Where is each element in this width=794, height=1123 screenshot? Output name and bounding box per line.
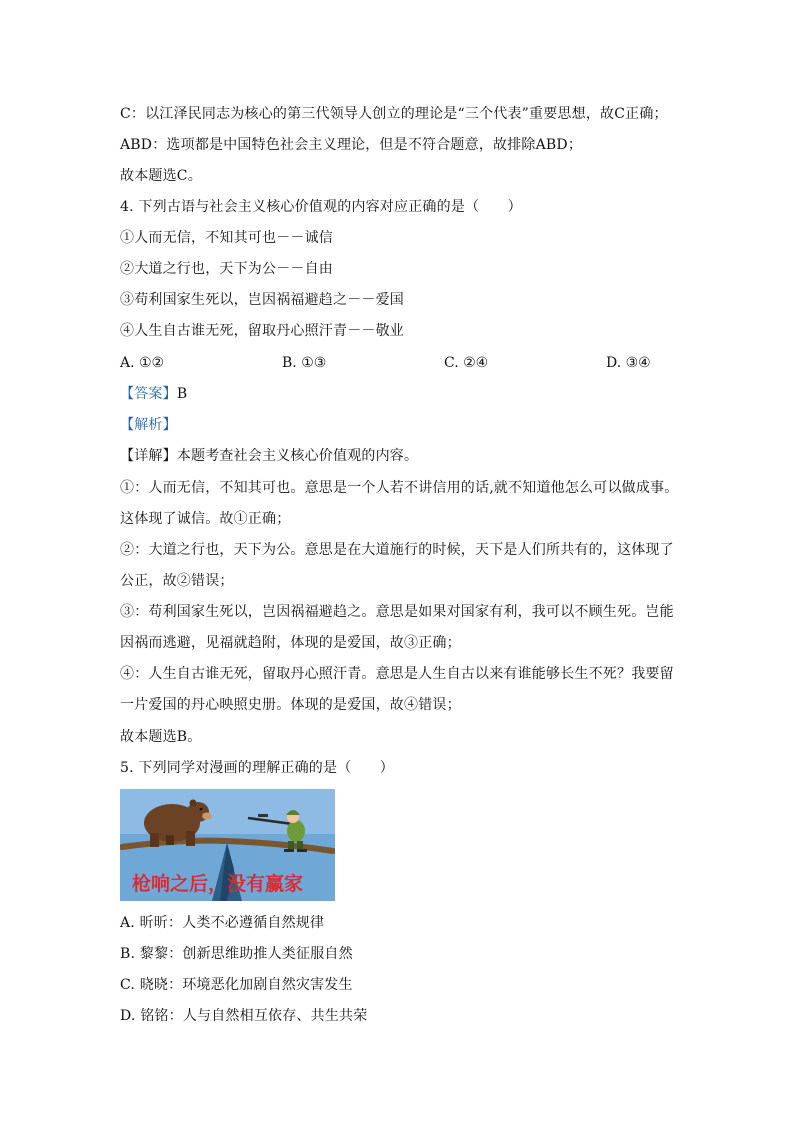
q4-option-a: A. ①② [120,355,165,371]
q4-item-4: ④人生自古谁无死，留取丹心照汗青－－敬业 [120,323,404,339]
cartoon-caption: 枪响之后，没有赢家 [132,874,304,895]
q5-option-c: C. 晓晓：环境恶化加剧自然灾害发生 [120,977,353,993]
q4-conclusion: 故本题选B。 [120,729,202,745]
q5-option-a: A. 昕昕：人类不必遵循自然规律 [120,915,325,931]
q5-option-b: B. 黎黎：创新思维助推人类征服自然 [120,946,353,962]
explanation-line-6: 因祸而逃避，见福就趋附，体现的是爱国，故③正确； [120,635,461,651]
q4-item-2: ②大道之行也，天下为公－－自由 [120,261,333,277]
explanation-line-5: ③：苟利国家生死以，岂因祸福避趋之。意思是如果对国家有利，我可以不顾生死。岂能 [120,604,674,620]
prev-line-abd: ABD：选项都是中国特色社会主义理论，但是不符合题意，故排除ABD； [120,137,583,153]
answer-value: B [176,386,188,402]
prev-line-c: C：以江泽民同志为核心的第三代领导人创立的理论是“三个代表”重要思想，故C正确； [120,106,668,122]
cartoon-illustration [120,789,335,901]
explanation-line-8: 一片爱国的丹心映照史册。体现的是爱国，故④错误； [120,697,461,713]
q4-detail [120,446,418,466]
q4-option-d: D. ③④ [606,355,651,371]
cartoon-image [120,789,335,901]
q5-option-d: D. 铭铭：人与自然相互依存、共生共荣 [120,1008,368,1024]
analysis-tag: 【解析】 [120,417,177,433]
q4-option-c: C. ②④ [444,355,489,371]
explanation-line-4: 公正，故②错误； [120,573,234,589]
q4-item-1: ①人而无信，不知其可也－－诚信 [120,230,333,246]
q4-option-b: B. ①③ [282,355,327,371]
prev-conclusion: 故本题选C。 [120,168,202,184]
explanation-line-3: ②：大道之行也，天下为公。意思是在大道施行的时候，天下是人们所共有的，这体现了 [120,542,674,558]
q4-answer [120,384,187,404]
detail-text: 本题考查社会主义核心价值观的内容。 [176,448,419,464]
q4-stem: 4. 下列古语与社会主义核心价值观的内容对应正确的是（ ） [120,199,522,215]
explanation-line-7: ④：人生自古谁无死，留取丹心照汗青。意思是人生自古以来有谁能够长生不死？我要留 [120,666,674,682]
explanation-line-1: ①：人而无信，不知其可也。意思是一个人若不讲信用的话,就不知道他怎么可以做成事。 [120,480,679,496]
explanation-line-2: 这体现了诚信。故①正确； [120,511,291,527]
answer-tag: 【答案】 [120,386,177,402]
q5-stem: 5. 下列同学对漫画的理解正确的是（ ） [120,760,395,776]
detail-tag: 【详解】 [120,448,177,464]
q4-item-3: ③苟利国家生死以，岂因祸福避趋之－－爱国 [120,292,404,308]
